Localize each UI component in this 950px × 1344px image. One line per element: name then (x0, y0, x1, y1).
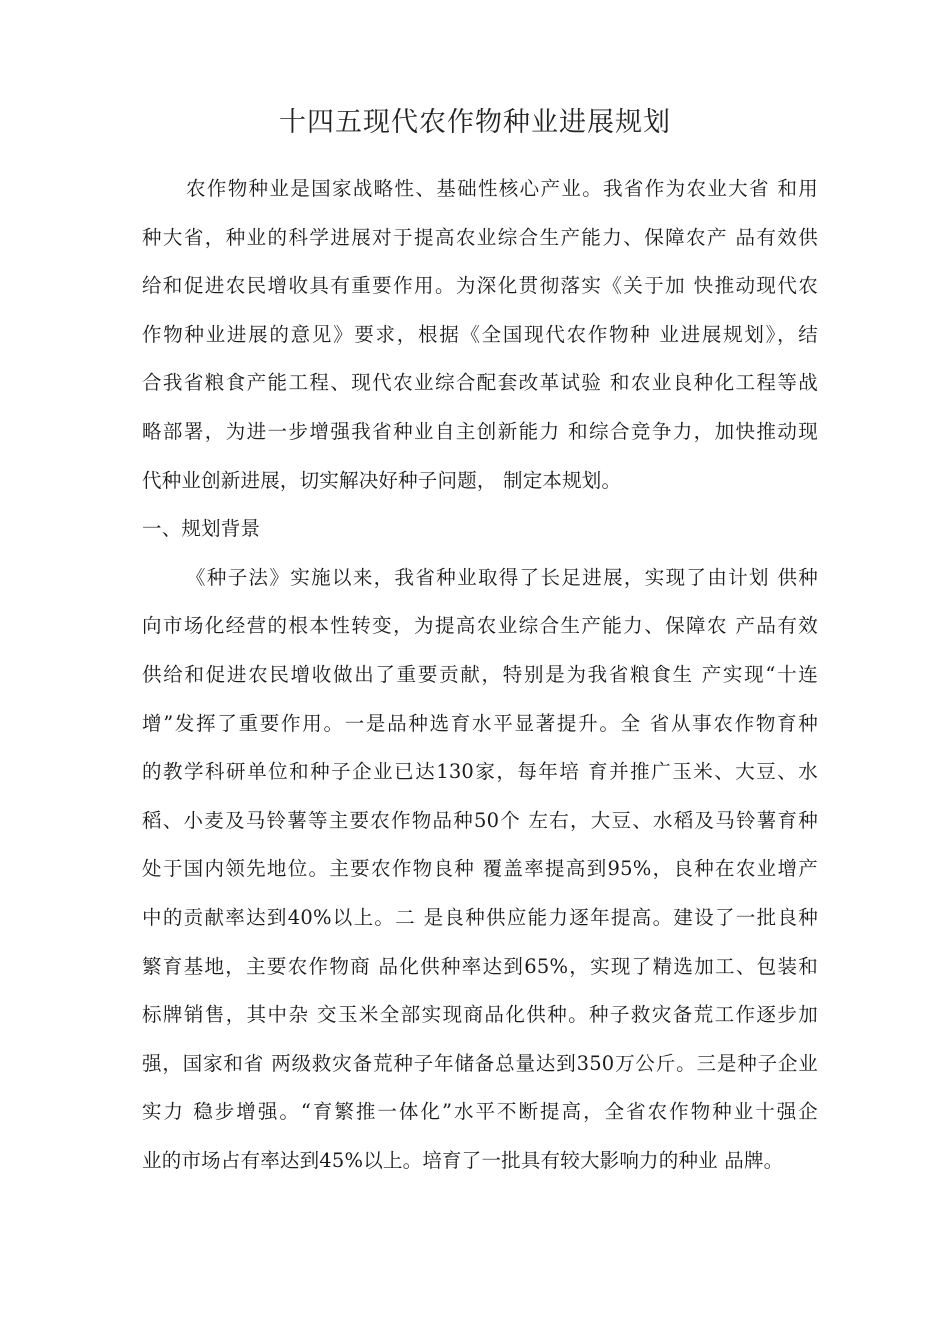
text-line: 处于国内领先地位。主要农作物良种 覆盖率提高到95%，良种在农业增产 (142, 857, 818, 881)
text-line: 农作物种业是国家战略性、基础性核心产业。我省作为农业大省 和用 (186, 177, 818, 200)
text-line: 增”发挥了重要作用。一是品种选育水平显著提升。全 省从事农作物育种 (142, 711, 818, 735)
section-heading: 一、规划背景 (142, 517, 261, 541)
text-line: 的教学科研单位和种子企业已达130家，每年培 育并推广玉米、大豆、水 (142, 760, 818, 784)
text-line: 稻、小麦及马铃薯等主要农作物品种50个 左右，大豆、水稻及马铃薯育种 (142, 808, 818, 832)
text-line: 合我省粮食产能工程、现代农业综合配套改革试验 和农业良种化工程等战 (142, 371, 818, 395)
document-body (142, 176, 818, 1196)
text-line: 《种子法》实施以来，我省种业取得了长足进展，实现了由计划 供种 (186, 565, 818, 589)
text-line: 业的市场占有率达到45%以上。培育了一批具有较大影响力的种业 品牌。 (142, 1148, 784, 1172)
text-line: 供给和促进农民增收做出了重要贡献，特别是为我省粮食生 产实现“十连 (142, 662, 818, 686)
text-line: 代种业创新进展，切实解决好种子问题， 制定本规划。 (142, 468, 622, 492)
text-line: 向市场化经营的根本性转变，为提高农业综合生产能力、保障农 产品有效 (142, 614, 818, 638)
page-title: 十四五现代农作物种业进展规划 (279, 107, 671, 138)
text-line: 实力 稳步增强。“育繁推一体化”水平不断提高，全省农作物种业十强企 (142, 1100, 818, 1124)
text-line: 中的贡献率达到40%以上。二 是良种供应能力逐年提高。建设了一批良种 (142, 905, 818, 929)
text-line: 种大省，种业的科学进展对于提高农业综合生产能力、保障农产 品有效供 (142, 225, 818, 249)
text-line: 标牌销售，其中杂 交玉米全部实现商品化供种。种子救灾备荒工作逐步加 (142, 1003, 818, 1027)
text-line: 繁育基地，主要农作物商 品化供种率达到65%，实现了精选加工、包装和 (142, 954, 818, 978)
text-line: 强，国家和省 两级救灾备荒种子年储备总量达到350万公斤。三是种子企业 (142, 1051, 818, 1075)
text-line: 略部署，为进一步增强我省种业自主创新能力 和综合竞争力，加快推动现 (142, 419, 818, 443)
text-line: 给和促进农民增收具有重要作用。为深化贯彻落实《关于加 快推动现代农 (142, 274, 818, 298)
text-line: 作物种业进展的意见》要求，根据《全国现代农作物种 业进展规划》，结 (142, 322, 818, 346)
